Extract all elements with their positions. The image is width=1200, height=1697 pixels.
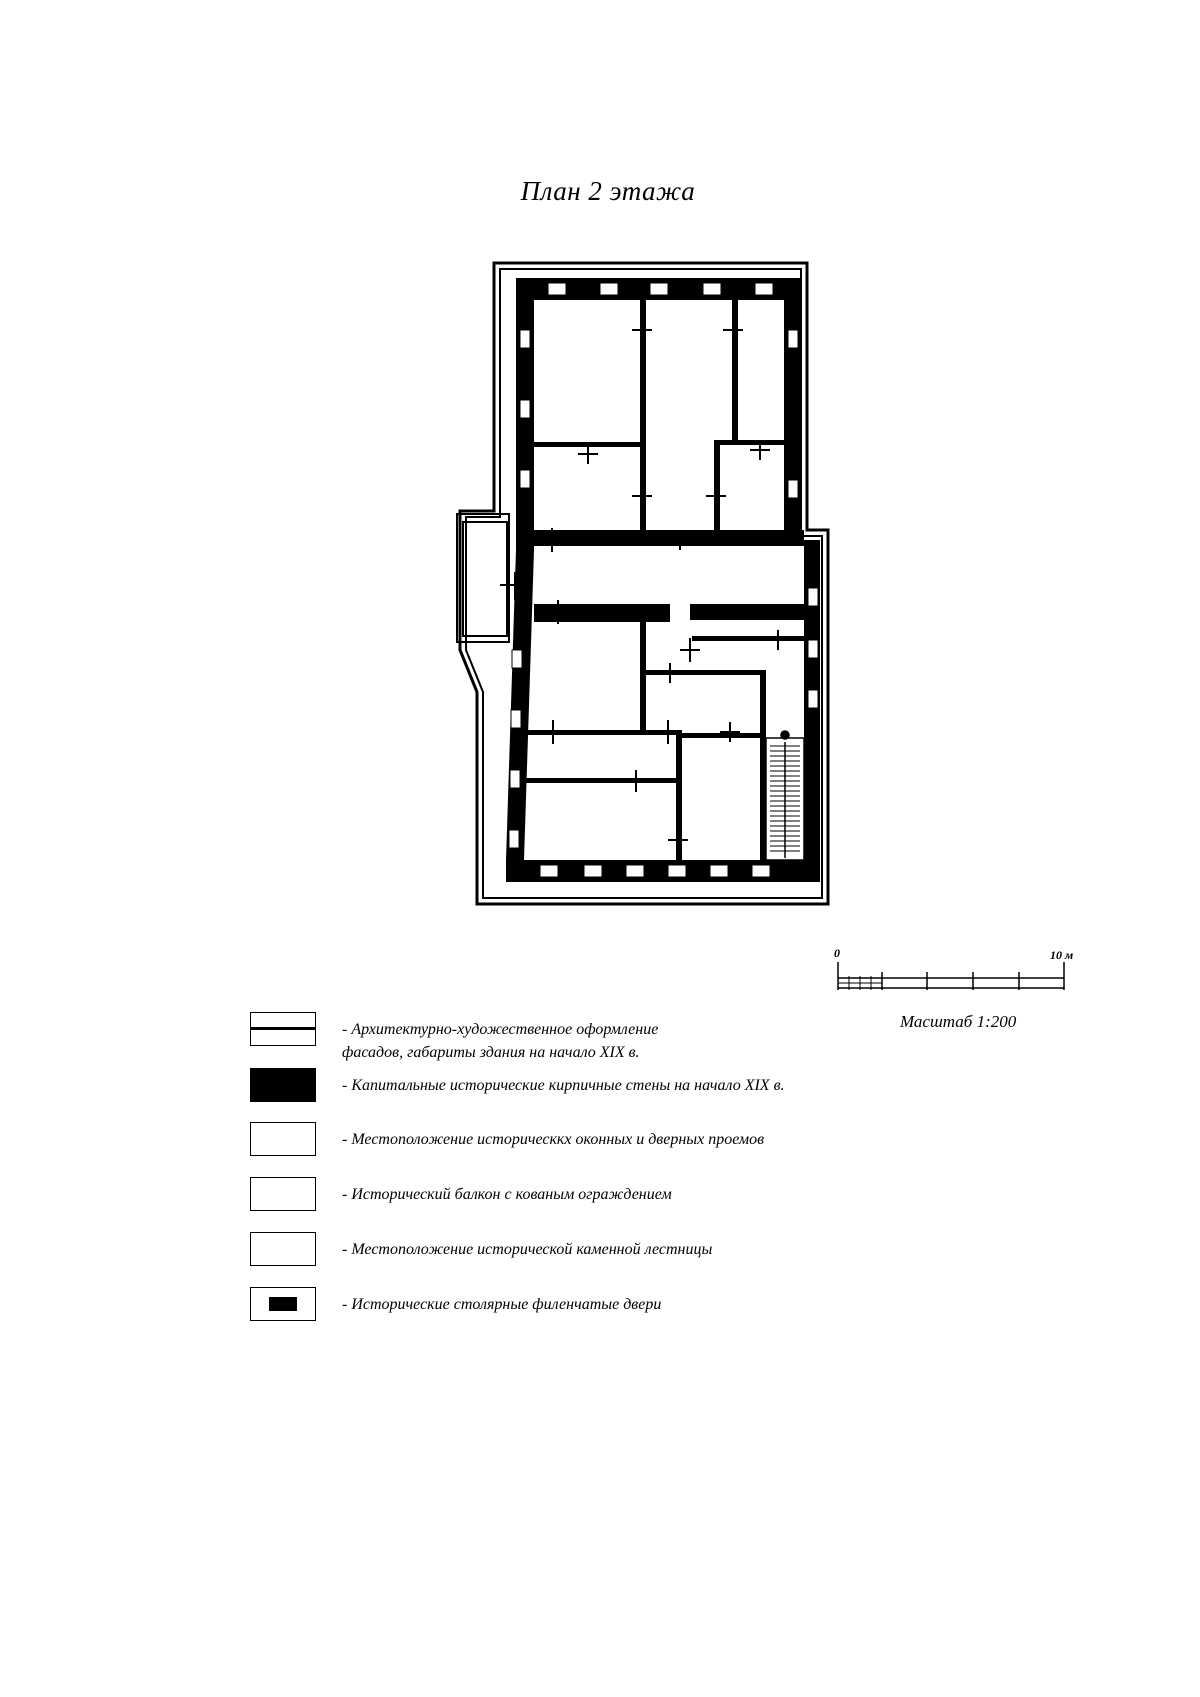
page-title: План 2 этажа bbox=[520, 176, 696, 206]
scale-end-label: 10 м bbox=[1050, 948, 1074, 962]
legend-text: - Местоположение исторической каменной лестницы bbox=[342, 1241, 713, 1258]
legend-text-line2: фасадов, габариты здания на начало XIX в. bbox=[342, 1044, 640, 1061]
facade-line-swatch bbox=[250, 1012, 316, 1046]
legend-text: - Исторический балкон с кованым ограждением bbox=[342, 1186, 672, 1203]
openings-swatch bbox=[250, 1122, 316, 1156]
legend-item-walls bbox=[250, 1068, 950, 1108]
legend-item-staircase bbox=[250, 1232, 950, 1272]
door-swatch bbox=[250, 1287, 316, 1321]
legend-text: - Исторические столярные филенчатые двери bbox=[342, 1296, 662, 1313]
staircase-swatch bbox=[250, 1232, 316, 1266]
partitions bbox=[520, 300, 804, 870]
scale-caption: Масштаб 1:200 bbox=[900, 1012, 1017, 1031]
scale-bar bbox=[838, 962, 1064, 990]
legend-text: - Капитальные исторические кирпичные стены на начало XIX в. bbox=[342, 1077, 785, 1094]
legend-text-line1: - Архитектурно-художественное оформление bbox=[342, 1021, 659, 1038]
legend-item-doors bbox=[250, 1287, 950, 1327]
scale-start-label: 0 bbox=[834, 946, 840, 960]
balcony-swatch bbox=[250, 1177, 316, 1211]
windows bbox=[509, 283, 818, 877]
legend-text: - Местоположение историческкх оконных и дверных проемов bbox=[342, 1131, 765, 1148]
legend-text bbox=[342, 1018, 658, 1064]
legend-item-openings bbox=[250, 1122, 950, 1162]
legend-item-balcony bbox=[250, 1177, 950, 1217]
legend-item-facade bbox=[250, 1012, 950, 1061]
historic-balcony bbox=[457, 514, 509, 642]
solid-wall-swatch bbox=[250, 1068, 316, 1102]
